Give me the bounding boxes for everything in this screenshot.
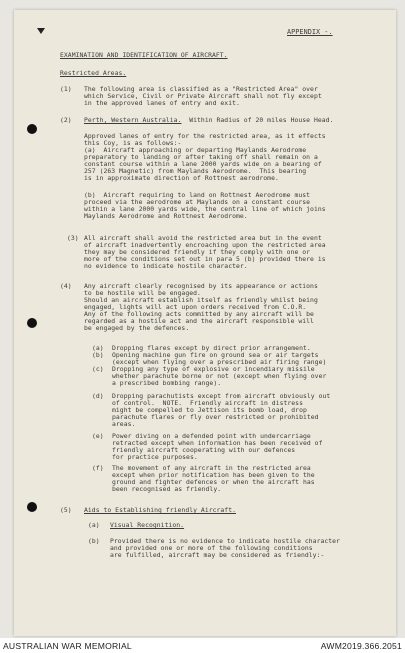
paragraph-line: no evidence to indicate hostile character. (84, 262, 248, 270)
triangle-marker-icon (37, 28, 45, 34)
paragraph-line: this Coy, is as follows:- (84, 139, 182, 147)
paragraph-line: Approved lanes of entry for the restricted area, as it effects (84, 132, 326, 140)
item-line: of control. NOTE. Friendly aircraft in distress (112, 399, 303, 407)
location-name: Perth, Western Australia. (84, 116, 182, 124)
item-line: whether parachute borne or not (except when flying over (112, 372, 327, 380)
punch-hole-icon (27, 502, 37, 512)
paragraph-line: regarded as a hostile act and the aircraft responsible will (84, 317, 314, 325)
paragraph-line: Maylands Aerodrome and Rottnest Aerodrome. (84, 212, 248, 220)
paragraph-line: to be hostile will be engaged. (84, 289, 201, 297)
item-line: for practice purposes. (112, 453, 198, 461)
item-label: (a) (88, 521, 100, 529)
paragraph-line: which Service, Civil or Private Aircraft shall not fly except (84, 92, 322, 100)
paragraph-line: constant course within a lane 2000 yards wide on a bearing of (84, 160, 322, 168)
item-label: (c) (92, 365, 104, 373)
item-line: might be compelled to Jettison its bomb load, drop (112, 406, 307, 414)
paragraph-line: engaged, lights will act upon orders received from C.O.R. (84, 303, 307, 311)
appendix-header: APPENDIX -. (287, 28, 333, 36)
item-label: (a) (92, 344, 104, 352)
paragraph-number: (4) (60, 282, 72, 290)
paragraph-line: they may be considered friendly if they comply with one or (84, 248, 311, 256)
paragraph-line: more of the conditions set out in para 5 (b) provided there is (84, 255, 326, 263)
item-line: The movement of any aircraft in the restricted area (112, 464, 311, 472)
subsection-heading: Visual Recognition. (110, 521, 185, 529)
paragraph-line: (b) Aircraft requiring to land on Rottnest Aerodrome must (84, 191, 311, 199)
item-line: Dropping any type of explosive or incendiary missile (112, 365, 315, 373)
paragraph-line: 257 (263 Magnetic) from Maylands Aerodrome. This bearing (84, 167, 307, 175)
item-line: parachute flares or fly over restricted or prohibited (112, 413, 319, 421)
item-label: (f) (92, 464, 104, 472)
paragraph-line: within a lane 2000 yards wide, the central line of which joins (84, 205, 326, 213)
paragraph-line: preparatory to landing or after taking off shall remain on a (84, 153, 318, 161)
paragraph-number: (1) (60, 85, 72, 93)
paragraph-number: (5) (60, 506, 72, 514)
paragraph-line: Any aircraft clearly recognised by its appearance or actions (84, 282, 318, 290)
location-heading (84, 117, 333, 124)
paragraph-line: of aircraft inadvertently encroaching upon the restricted area (84, 241, 326, 249)
item-label: (d) (92, 392, 104, 400)
item-line: retracted except when information has been received of (112, 439, 323, 447)
item-line: Opening machine gun fire on ground sea or air targets (112, 351, 319, 359)
paragraph-line: is in approximate direction of Rottnest aerodrome. (84, 174, 279, 182)
paragraph-line: The following area is classified as a "Restricted Area" over (84, 85, 318, 93)
item-line: are fulfilled, aircraft may be considered as friendly:- (110, 551, 325, 559)
punch-hole-icon (27, 318, 37, 328)
accession-number: AWM2019.366.2051 (320, 641, 402, 651)
punch-hole-icon (27, 124, 37, 134)
item-line: a prescribed bombing range). (112, 379, 222, 387)
paragraph-line: Any of the following acts committed by any aircraft will be (84, 310, 314, 318)
paragraph-line: be engaged by the defences. (84, 324, 190, 332)
item-line: and provided one or more of the following conditions (110, 544, 313, 552)
paragraph-line: Should an aircraft establish itself as friendly whilst being (84, 296, 318, 304)
item-line: except when prior notification has been given to the (112, 471, 315, 479)
item-line: Power diving on a defended point with undercarriage (112, 432, 311, 440)
item-line: been recognised as friendly. (112, 485, 222, 493)
item-line: (except when flying over a prescribed air firing range) (112, 358, 327, 366)
paragraph-line: proceed via the aerodrome at Maylands on a constant course (84, 198, 311, 206)
item-line: areas. (112, 420, 136, 428)
item-line: Dropping parachutists except from aircraft obviously out (112, 392, 331, 400)
paragraph-line: (a) Aircraft approaching or departing Maylands Aerodrome (84, 146, 307, 154)
location-radius: Within Radius of 20 miles House Head. (181, 116, 334, 124)
item-line: friendly aircraft cooperating with our defences (112, 446, 296, 454)
paragraph-line: All aircraft shall avoid the restricted area but in the event (84, 234, 322, 242)
item-label: (b) (88, 537, 100, 545)
paragraph-number: (3) (67, 234, 79, 242)
section-heading: Aids to Establishing friendly Aircraft. (84, 506, 237, 514)
paragraph-number: (2) (60, 116, 72, 124)
paragraph-line: in the approved lanes of entry and exit. (84, 99, 240, 107)
document-title: EXAMINATION AND IDENTIFICATION OF AIRCRAFT. (60, 51, 228, 59)
item-label: (e) (92, 432, 104, 440)
item-label: (b) (92, 351, 104, 359)
archive-credit: AUSTRALIAN WAR MEMORIAL (3, 641, 132, 651)
section-heading: Restricted Areas. (60, 69, 127, 77)
item-line: Provided there is no evidence to indicate hostile character (110, 537, 340, 545)
item-line: Dropping flares except by direct prior arrangement. (112, 344, 311, 352)
item-line: ground and fighter defences or when the aircraft has (112, 478, 315, 486)
